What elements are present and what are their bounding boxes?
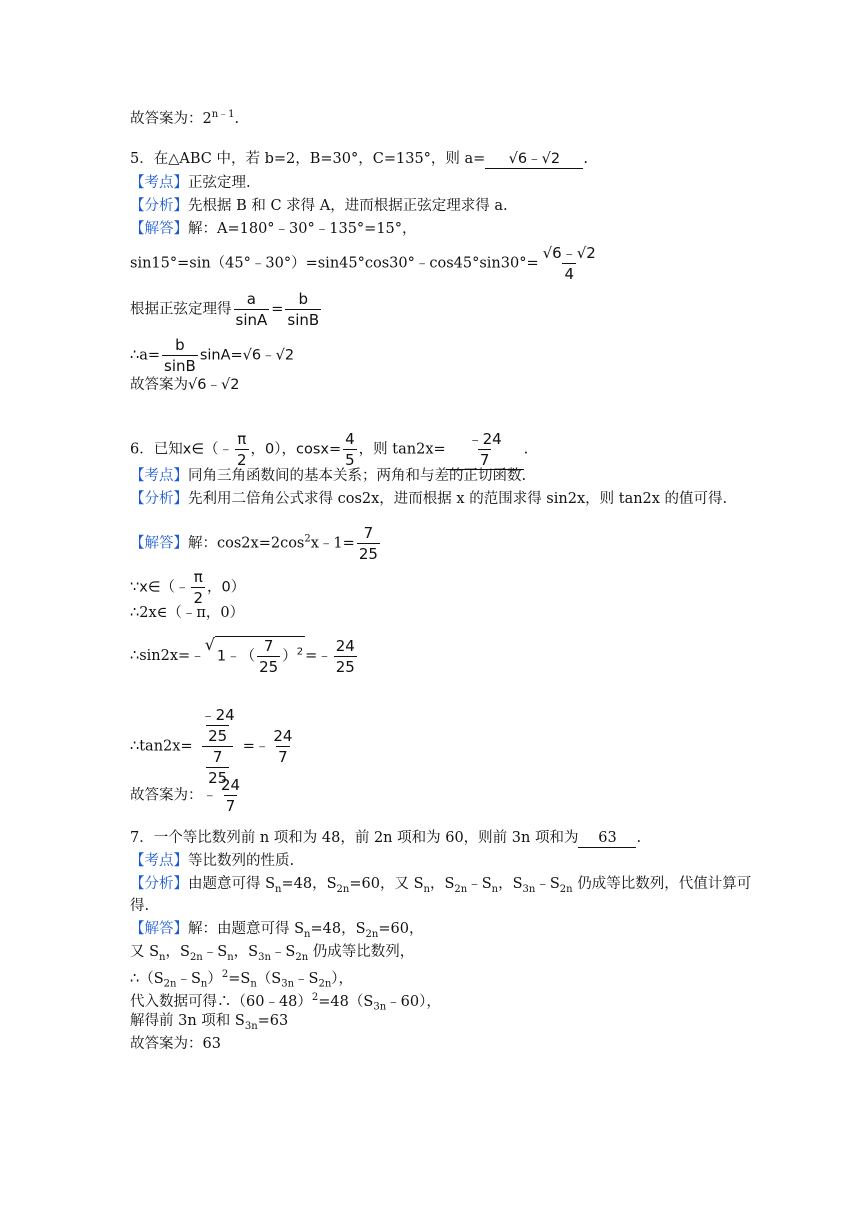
q6-kaodian: 【考点】同角三角函数间的基本关系；两角和与差的正切函数. [130,468,527,484]
q7-kaodian: 【考点】等比数列的性质. [130,853,295,869]
q5-kaodian: 【考点】正弦定理. [130,175,251,191]
q7-line3: $\therefore(S_{2n}﹣S_n)^2=S_n(S_{3n}﹣S_{2n})$， [130,969,354,990]
q6-sin-line: ∴sin2x=﹣ √ 1﹣（ $\frac{7}{25}$ ）$^2$ =﹣ $\frac{24}{25}$ [130,635,355,676]
prev-answer-line: 故答案为：$2^{n﹣1}$. [130,109,240,127]
q7-fenxi: 【分析】由题意可得 $S_n=48$，$S_{2n}=60$，又 $S_n$，$S_{2n}﹣S_n$，$S_{3n}﹣S_{2n}$ 仍成等比数列，代值计算可 [130,876,752,895]
q7-answer-blank: 63 [578,829,636,848]
q5-jieda: 【解答】解：A=180°﹣30°﹣135°=15°， [130,221,417,237]
q6-stem: 6．已知x∈（﹣ $\frac{\pi}{2}$ ，0），cosx= $\frac{4}{5}$ ，则 tan2x= $\frac{﹣24}{7}$ . [130,430,529,469]
q6-fenxi: 【分析】先利用二倍角公式求得 cos2x，进而根据 x 的范围求得 sin2x，则 tan2x 的值可得. [130,491,728,507]
q6-jieda: 【解答】解：$\cos 2x=2\cos^2x﹣1=$ $\frac{7}{25}$ [130,524,378,563]
q7-jieda: 【解答】解：由题意可得 $S_n=48$，$S_{2n}=60$， [130,921,424,940]
q7-line5: 解得前 3n 项和 $S_{3n}=63$ [130,1013,289,1032]
q5-law-line: 根据正弦定理得 $\frac{a}{\sin A}$ = $\frac{b}{\sin B}$ [130,290,320,329]
q5-fenxi: 【分析】先根据 B 和 C 求得 A，进而根据正弦定理求得 a. [130,198,508,214]
q6-final: 故答案为：﹣ $\frac{24}{7}$ [130,776,241,815]
q5-a-line: ∴a= $\frac{b}{\sin B}$ sinA=√6﹣√2 [130,336,295,375]
q6-tan-line: ∴tan2x= $\frac{\frac{﹣24}{25}}{\frac{7}{25}}$ =﹣ $\frac{24}{7}$ [130,706,293,787]
q5-sin15-line: sin15°=sin（45°﹣30°）=sin45°cos30°﹣cos45°sin30°= $\frac{√6﹣√2}{4}$ [130,244,596,283]
q5-stem: 5．在△ABC 中，若 b=2，B=30°，C=135°，则 a= √6﹣√2 . [130,151,588,167]
q7-stem: 7．一个等比数列前 n 项和为 48，前 2n 项和为 60，则前 3n 项和为 63 . [130,830,642,846]
q6-answer-blank: $\frac{﹣24}{7}$ [446,430,524,470]
q7-line4: 代入数据可得$\therefore(60﹣48)^2=48(S_{3n}﹣60)$， [130,992,441,1013]
q6-range-line: ∴2x∈（﹣π，0） [130,605,245,621]
q6-because-line: ∵x∈（﹣ $\frac{\pi}{2}$ ，0） [130,568,246,607]
q7-line2: 又 $S_n$，$S_{2n}﹣S_n$，$S_{3n}﹣S_{2n}$ 仍成等比数列， [130,944,415,963]
q5-final: 故答案为√6﹣√2 [130,377,240,393]
sin15-fraction: $\frac{√6﹣√2}{4}$ [542,244,596,283]
q5-answer-blank: √6﹣√2 [485,150,583,169]
q7-fenxi-cont: 得. [130,898,150,914]
q7-final: 故答案为：63 [130,1036,221,1052]
